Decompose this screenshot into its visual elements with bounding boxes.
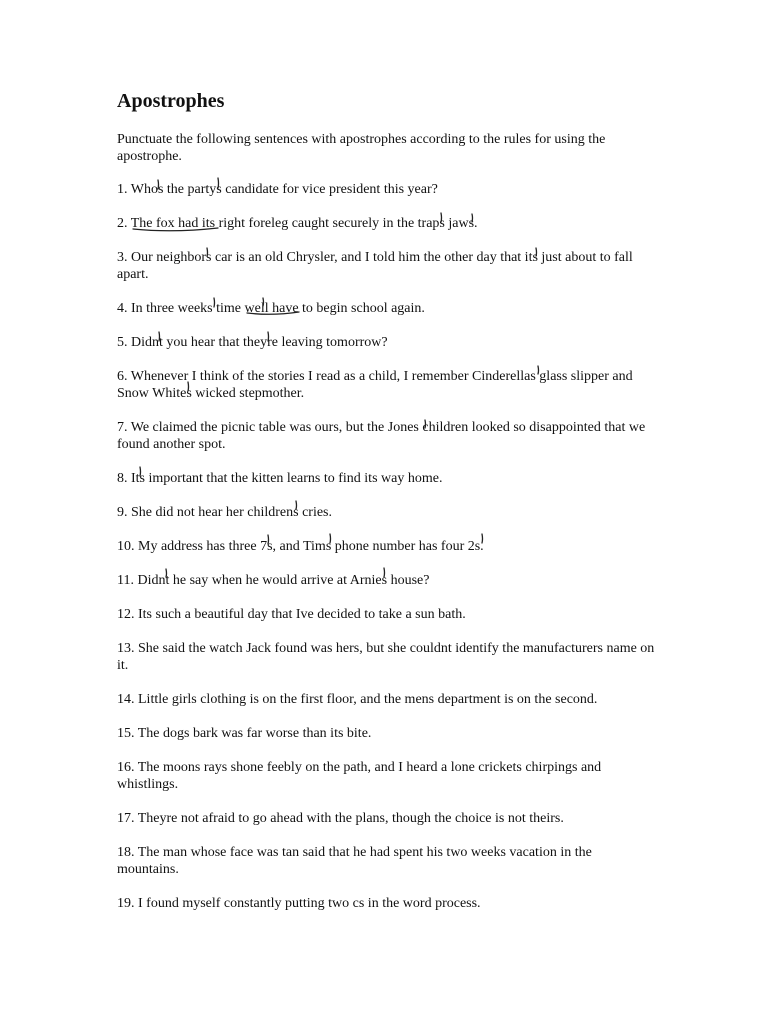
sentence-17: 17. Theyre not afraid to go ahead with the plans, though the choice is not theirs. — [117, 811, 564, 826]
sentence-10: 10. My address has three 7s, and Tims phone number has four 2s. — [117, 539, 484, 554]
sentence-2: 2. The fox had its right foreleg caught securely in the traps jaws. — [117, 216, 478, 231]
sentence-19: 19. I found myself constantly putting two cs in the word process. — [117, 896, 481, 911]
sentence-14: 14. Little girls clothing is on the first floor, and the mens department is on the second. — [117, 692, 598, 707]
sentence-4: 4. In three weeks time well have to begin school again. — [117, 301, 425, 316]
sentence-5: 5. Didnt you hear that theyre leaving tomorrow? — [117, 335, 388, 350]
sentence-8: 8. Its important that the kitten learns to find its way home. — [117, 471, 443, 486]
sentence-7: 7. We claimed the picnic table was ours, but the Jones children looked so disappointed that we found another spot. — [117, 420, 646, 452]
sentence-16: 16. The moons rays shone feebly on the path, and I heard a lone crickets chirpings and whistlings. — [117, 760, 602, 792]
sentence-11: 11. Didnt he say when he would arrive at Arnies house? — [117, 573, 430, 588]
sentence-13: 13. She said the watch Jack found was hers, but she couldnt identify the manufacturers name on it. — [117, 641, 655, 673]
sentence-6: 6. Whenever I think of the stories I read as a child, I remember Cinderellas glass slipper and Snow Whites wicked stepmother. — [117, 369, 633, 401]
sentence-15: 15. The dogs bark was far worse than its bite. — [117, 726, 372, 741]
sentence-3: 3. Our neighbors car is an old Chrysler, and I told him the other day that its just about to fall apart. — [117, 250, 633, 282]
page-title: Apostrophes — [117, 90, 225, 112]
sentence-12: 12. Its such a beautiful day that Ive decided to take a sun bath. — [117, 607, 466, 622]
instructions: Punctuate the following sentences with apostrophes according to the rules for using the apostrophe. — [117, 132, 606, 164]
sentence-9: 9. She did not hear her childrens cries. — [117, 505, 332, 520]
worksheet — [117, 88, 657, 929]
sentence-1: 1. Whos the partys candidate for vice president this year? — [117, 182, 438, 197]
sentence-18: 18. The man whose face was tan said that he had spent his two weeks vacation in the mountains. — [117, 845, 592, 877]
